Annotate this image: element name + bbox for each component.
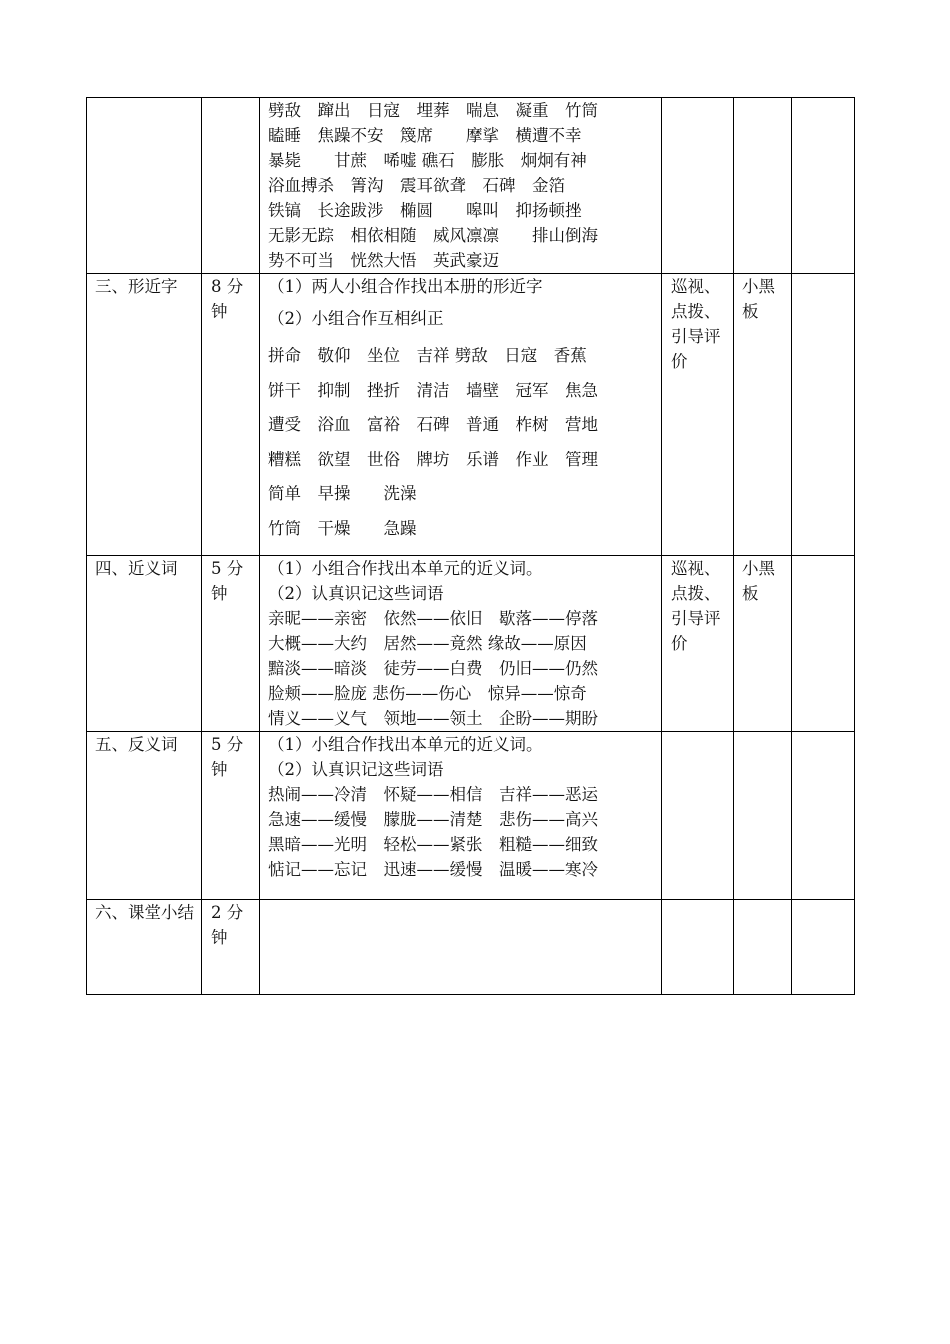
content-line: 势不可当 恍然大悟 英武豪迈 [268, 251, 499, 270]
section-cell: 三、形近字 [87, 274, 202, 556]
method-cell [662, 900, 734, 995]
time-cell: 5 分钟 [202, 556, 260, 732]
content-line: 急速——缓慢 朦胧——清楚 悲伤——高兴 [268, 810, 598, 829]
time-cell [202, 98, 260, 274]
tool-cell: 小黑板 [734, 556, 792, 732]
method-cell [662, 732, 734, 900]
content-line: 暴毙 甘蔗 唏嘘 礁石 膨胀 炯炯有神 [268, 151, 587, 170]
content-line: 遭受 浴血 富裕 石碑 普通 柞树 营地 [268, 415, 598, 434]
content-cell [260, 900, 662, 995]
content-line: 糟糕 欲望 世俗 牌坊 乐谱 作业 管理 [268, 449, 598, 469]
content-line: 劈敌 蹿出 日寇 埋葬 喘息 凝重 竹筒 [268, 101, 598, 120]
tool-cell [734, 98, 792, 274]
content-line: 黑暗——光明 轻松——紧张 粗糙——细致 [268, 835, 598, 854]
lesson-plan-table [86, 97, 855, 995]
content-line: 脸颊——脸庞 悲伤——伤心 惊异——惊奇 [268, 684, 587, 703]
table-row [87, 274, 855, 556]
method-cell: 巡视、点拨、引导评价 [662, 556, 734, 732]
tool-cell [734, 900, 792, 995]
section-cell: 五、反义词 [87, 732, 202, 900]
time-cell: 2 分钟 [202, 900, 260, 995]
content-line: 饼干 抑制 挫折 清洁 墙壁 冠军 焦急 [268, 380, 598, 400]
notes-cell [792, 556, 855, 732]
content-line: （1）两人小组合作找出本册的形近字 [268, 277, 543, 296]
section-cell: 四、近义词 [87, 556, 202, 732]
content-line: 热闹——冷清 怀疑——相信 吉祥——恶运 [268, 785, 598, 804]
content-line: 竹筒 干燥 急躁 [268, 518, 417, 538]
content-line: 惦记——忘记 迅速——缓慢 温暖——寒冷 [268, 860, 598, 879]
content-line: 情义——义气 领地——领土 企盼——期盼 [268, 709, 598, 728]
content-line: 拼命 敬仰 坐位 吉祥 劈敌 日寇 香蕉 [268, 346, 587, 365]
notes-cell [792, 732, 855, 900]
notes-cell [792, 274, 855, 556]
notes-cell [792, 900, 855, 995]
content-line: 亲昵——亲密 依然——依旧 歇落——停落 [268, 609, 598, 628]
method-cell: 巡视、点拨、引导评价 [662, 274, 734, 556]
content-cell [260, 556, 662, 732]
content-line: 铁镐 长途跋涉 椭圆 嗥叫 抑扬顿挫 [268, 201, 582, 220]
table-row [87, 900, 855, 995]
time-cell: 5 分钟 [202, 732, 260, 900]
tool-cell: 小黑板 [734, 274, 792, 556]
content-line: 瞌睡 焦躁不安 篾席 摩挲 横遭不幸 [268, 126, 582, 145]
section-cell: 六、课堂小结 [87, 900, 202, 995]
table-row [87, 98, 855, 274]
tool-cell [734, 732, 792, 900]
time-cell: 8 分钟 [202, 274, 260, 556]
content-line: 黯淡——暗淡 徒劳——白费 仍旧——仍然 [268, 659, 598, 678]
content-cell [260, 274, 662, 556]
content-line: 大概——大约 居然——竟然 缘故——原因 [268, 634, 587, 653]
table-row [87, 732, 855, 900]
section-cell [87, 98, 202, 274]
content-cell [260, 732, 662, 900]
content-line: （2）小组合作互相纠正 [268, 309, 444, 328]
content-line: 浴血搏杀 箐沟 震耳欲聋 石碑 金箔 [268, 176, 565, 195]
content-line: （1）小组合作找出本单元的近义词。 [268, 559, 543, 578]
content-cell [260, 98, 662, 274]
method-cell [662, 98, 734, 274]
notes-cell [792, 98, 855, 274]
content-line: 无影无踪 相依相随 威风凛凛 排山倒海 [268, 226, 598, 245]
table-row [87, 556, 855, 732]
content-line: 简单 早操 洗澡 [268, 484, 417, 503]
content-line: （1）小组合作找出本单元的近义词。 [268, 735, 543, 754]
content-line: （2）认真识记这些词语 [268, 760, 444, 779]
content-line: （2）认真识记这些词语 [268, 584, 444, 603]
